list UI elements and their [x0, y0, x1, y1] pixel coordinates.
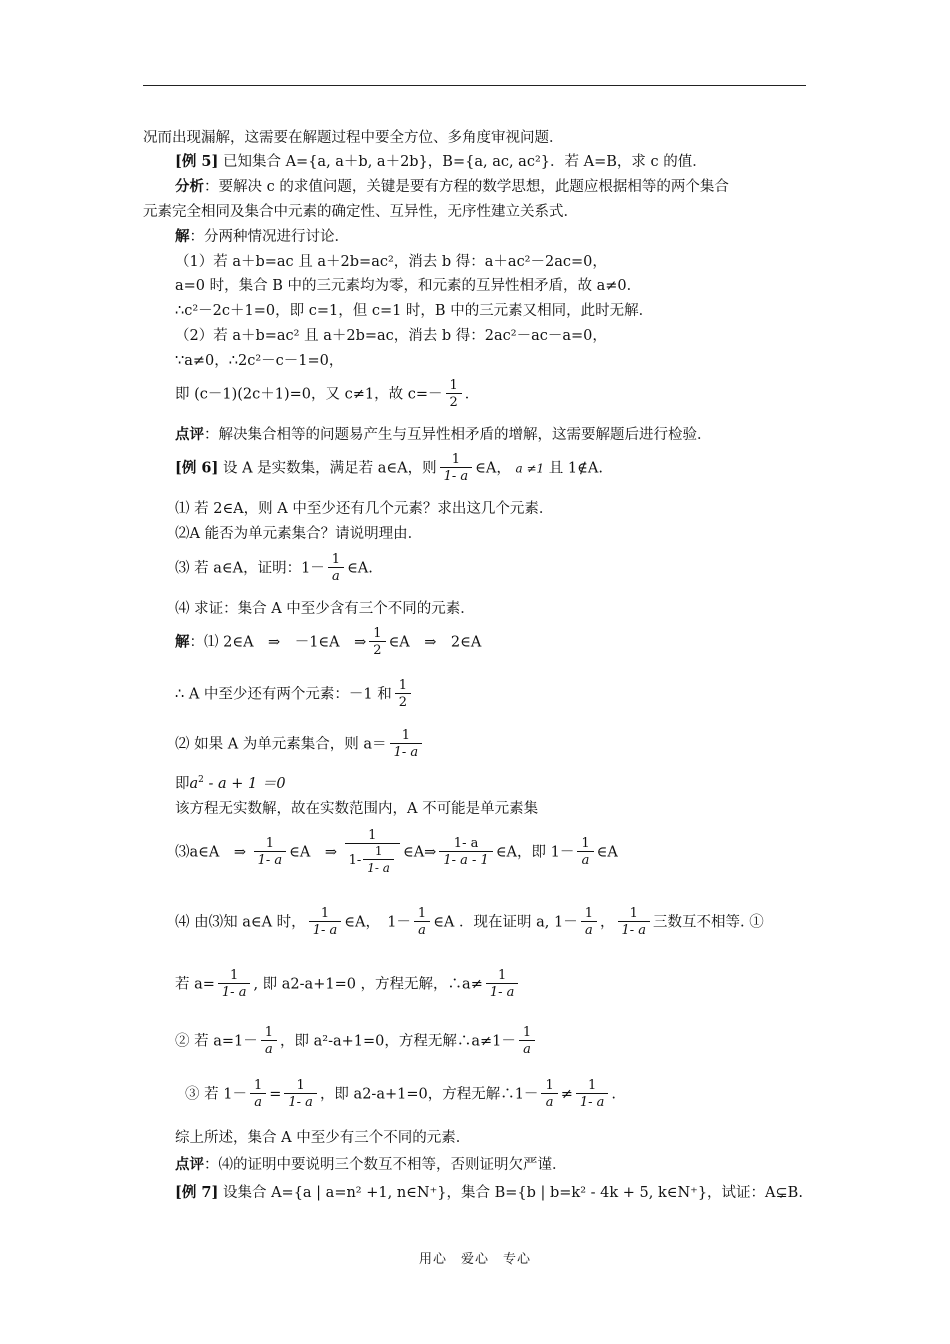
- text-line: ③ 若 1－ $\frac{1}{a}$ = $\frac{1}{1- a}$ ，即 a2-a+1=0，方程无解∴1－ $\frac{1}{a}$ ≠ $\frac{1}{1- a}$ .: [185, 1078, 617, 1110]
- fraction: $\frac{1}{1- a}$: [254, 836, 287, 869]
- comment: 点评：⑷的证明中要说明三个数互不相等，否则证明欠严谨．: [175, 1156, 567, 1173]
- text-line: 即 (c－1)(2c＋1)=0，又 c≠1，故 c=－ $\frac{1}{2}$ ．: [175, 378, 480, 410]
- example-7: [例 7] 设集合 A={a | a=n² +1, n∈N⁺}，集合 B={b | b=k² - 4k + 5, k∈N⁺}，试证：A⊊B.: [175, 1184, 803, 1201]
- solution-6: 解：⑴ 2∈A ⇒ －1∈A ⇒ $\frac{1}{2}$ ∈A ⇒ 2∈A: [175, 626, 482, 658]
- text-line: 即$a^2 - a + 1 =0$: [175, 775, 286, 792]
- example-5: [例 5] 已知集合 A={a, a＋b, a＋2b}，B={a, ac, ac²}．若 A=B，求 c 的值．: [175, 153, 707, 170]
- text-line: ⑵ 如果 A 为单元素集合，则 a＝ $\frac{1}{1- a}$: [175, 728, 425, 761]
- fraction: $\frac{1}{1- a}$: [486, 968, 519, 1001]
- fraction: $\frac{1}{a}$: [261, 1025, 277, 1058]
- fraction: $\frac{1}{1- a}$: [390, 728, 423, 761]
- fraction: $\frac{1}{a}$: [519, 1025, 535, 1058]
- fraction: $\frac{1}{1- a}$: [618, 906, 651, 939]
- text-line: 若 a= $\frac{1}{1- a}$ , 即 a2-a+1=0 ，方程无解，∴a≠ $\frac{1}{1- a}$: [175, 968, 521, 1001]
- fraction: $\frac{1}{1- a}$: [576, 1078, 609, 1111]
- fraction: $\frac{1}{1- a}$: [284, 1078, 317, 1111]
- nested-fraction: 1 1- $\frac{1}{1- a}$: [345, 828, 400, 877]
- page-footer: 用心 爱心 专心: [418, 1252, 531, 1267]
- fraction: $\frac{1}{a}$: [414, 906, 430, 939]
- fraction: $\frac{1}{a}$: [328, 552, 344, 585]
- fraction: $\frac{1}{2}$: [395, 678, 411, 711]
- fraction: $\frac{1}{2}$: [369, 626, 385, 659]
- text-line: 综上所述，集合 A 中至少有三个不同的元素．: [175, 1130, 471, 1146]
- text-line: ∴c²－2c＋1=0，即 c=1，但 c=1 时，B 中的三元素又相同，此时无解．: [175, 303, 654, 319]
- text-line: 元素完全相同及集合中元素的确定性、互异性，无序性建立关系式．: [143, 204, 578, 220]
- header-rule: [143, 85, 806, 86]
- solution: 解：分两种情况进行讨论．: [175, 228, 349, 245]
- fraction: $\frac{1}{a}$: [250, 1078, 266, 1111]
- fraction: $\frac{1}{a}$: [581, 906, 597, 939]
- fraction: $\frac{1}{1- a}$: [218, 968, 251, 1001]
- analysis: 分析：要解决 c 的求值问题，关键是要有方程的数学思想，此题应根据相等的两个集合: [175, 178, 729, 195]
- text-line: ⑵A 能否为单元素集合？请说明理由．: [175, 526, 423, 542]
- text-line: （1）若 a＋b=ac 且 a＋2b=ac²，消去 b 得：a＋ac²－2ac=0，: [175, 254, 607, 270]
- text-line: （2）若 a＋b=ac² 且 a＋2b=ac，消去 b 得：2ac²－ac－a=0，: [175, 328, 607, 344]
- fraction: $\frac{1- a}{1- a - 1}$: [439, 836, 492, 869]
- text-line: ⑷ 由⑶知 a∈A 时， $\frac{1}{1- a}$ ∈A， 1－ $\frac{1}{a}$ ∈A ．现在证明 a, 1－ $\frac{1}{a}$ ， $\frac{1}{1- a}$ 三数互不相等. ①: [175, 906, 764, 938]
- text-line: ∵a≠0，∴2c²－c－1=0，: [175, 353, 344, 369]
- fraction: $\frac{1}{a}$: [577, 836, 593, 869]
- text-line: ⑶ 若 a∈A，证明：1－ $\frac{1}{a}$ ∈A.: [175, 552, 373, 584]
- text-line: ② 若 a=1－ $\frac{1}{a}$ ，即 a²-a+1=0，方程无解∴a≠1－ $\frac{1}{a}$: [175, 1025, 538, 1058]
- text-line: ∴ A 中至少还有两个元素：－1 和 $\frac{1}{2}$: [175, 678, 414, 711]
- text-line: 该方程无实数解，故在实数范围内，A 不可能是单元素集: [175, 801, 539, 817]
- fraction: $\frac{1}{1- a}$: [309, 906, 342, 939]
- fraction: $\frac{1}{1- a}$: [440, 452, 473, 485]
- text-line: ⑴ 若 2∈A，则 A 中至少还有几个元素？求出这几个元素．: [175, 501, 554, 517]
- text-line: ⑷ 求证：集合 A 中至少含有三个不同的元素．: [175, 601, 475, 617]
- fraction: $\frac{1}{a}$: [541, 1078, 557, 1111]
- example-6: [例 6] 设 A 是实数集，满足若 a∈A，则 $\frac{1}{1- a}$ ∈A， a ≠1 且 1∉A.: [175, 452, 603, 484]
- comment: 点评：解决集合相等的问题易产生与互异性相矛盾的增解，这需要解题后进行检验．: [175, 426, 712, 443]
- text-line: a=0 时，集合 B 中的三元素均为零，和元素的互异性相矛盾，故 a≠0．: [175, 278, 642, 294]
- text-line: 况而出现漏解，这需要在解题过程中要全方位、多角度审视问题．: [143, 130, 564, 146]
- fraction: $\frac{1}{2}$: [446, 378, 462, 411]
- text-line: ⑶a∈A ⇒ $\frac{1}{1- a}$ ∈A ⇒ 1 1- $\frac{1}{1- a}$ ∈A⇒ $\frac{1- a}{1- a - 1}$ ∈A，即 1－ $\frac{1}{a}$ ∈A: [175, 828, 618, 875]
